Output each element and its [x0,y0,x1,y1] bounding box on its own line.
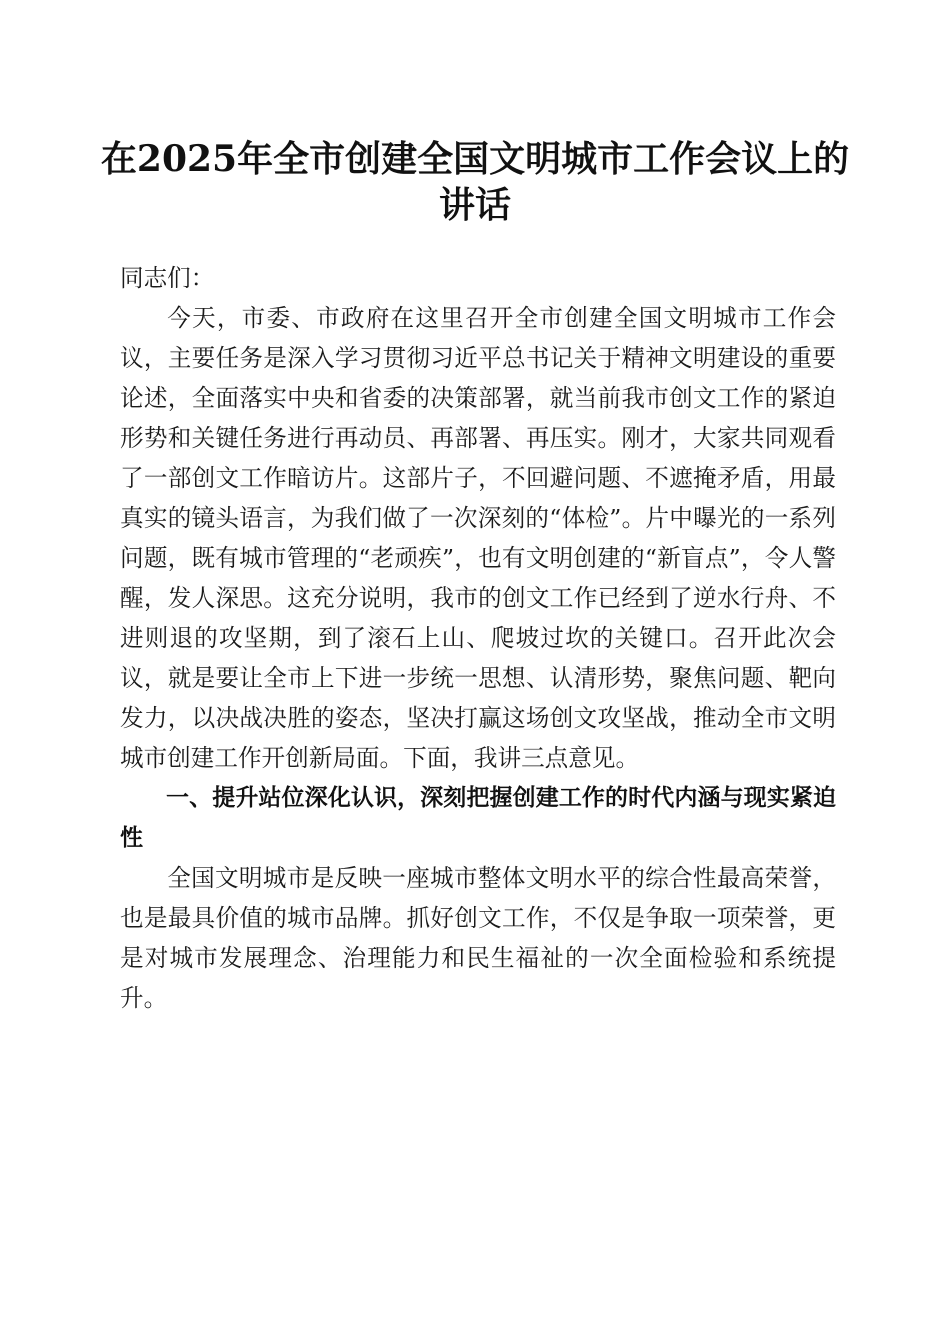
opening-paragraph: 今天，市委、市政府在这里召开全市创建全国文明城市工作会议，主要任务是深入学习贯彻习近平总书记关于精神文明建设的重要论述，全面落实中央和省委的决策部署，就当前我市创文工作的紧迫形势和关键任务进行再动员、再部署、再压实。刚才，大家共同观看了一部创文工作暗访片。这部片子，不回避问题、不遮掩矛盾，用最真实的镜头语言，为我们做了一次深刻的“体检”。片中曝光的一系列问题，既有城市管理的“老顽疾”，也有文明创建的“新盲点”，令人警醒，发人深思。这充分说明，我市的创文工作已经到了逆水行舟、不进则退的攻坚期，到了滚石上山、爬坡过坎的关键口。召开此次会议，就是要让全市上下进一步统一思想、认清形势，聚焦问题、靶向发力，以决战决胜的姿态，坚决打赢这场创文攻坚战，推动全市文明城市创建工作开创新局面。下面，我讲三点意见。 [120,304,836,772]
section-heading-1: 一、提升站位深化认识，深刻把握创建工作的时代内涵与现实紧迫性 [120,785,836,851]
document-title: 在2025年全市创建全国文明城市工作会议上的讲话 [100,138,850,226]
salutation: 同志们： [120,264,215,292]
section-1-paragraph: 全国文明城市是反映一座城市整体文明水平的综合性最高荣誉，也是最具价值的城市品牌。抓好创文工作，不仅是争取一项荣誉，更是对城市发展理念、治理能力和民生福祉的一次全面检验和系统提升。 [120,864,836,1012]
document-body [120,258,836,1018]
